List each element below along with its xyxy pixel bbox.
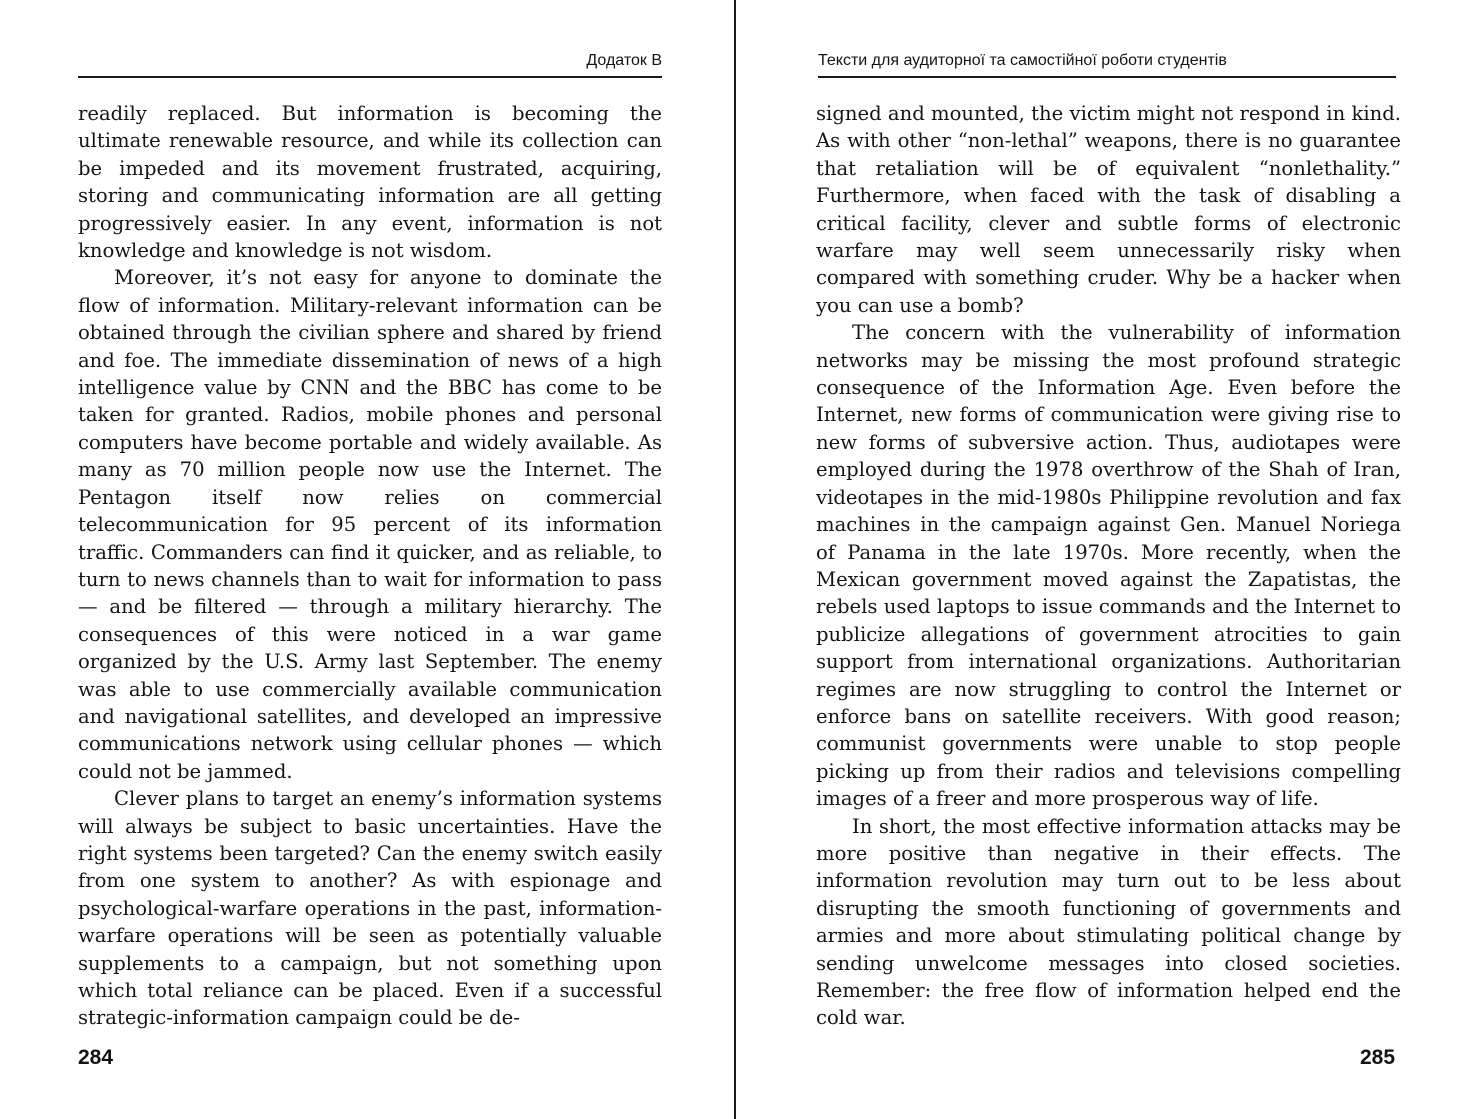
paragraph: Moreover, it’s not easy for anyone to dominate the flow of information. Military-relevant information can be obtained through the civilian sphere and shared by friend and foe. The immediate dissemination of news of a high intelligence value by CNN and the BBC has come to be taken for granted. Radios, mobile phones and personal computers have become portable and widely available. As many as 70 million people now use the Internet. The Pentagon itself now relies on commercial telecommunication for 95 percent of its information traffic. Commanders can find it quicker, and as reliable, to turn to news channels than to wait for information to pass — and be filtered — through a military hierarchy. The consequences of this were noticed in a war game organized by the U.S. Army last September. The enemy was able to use commercially available communication and navigational satellites, and developed an impressive communications network using cellular phones — which could not be jammed. bbox=[78, 266, 662, 783]
paragraph: In short, the most effective information attacks may be more positive than negative in their effects. The information revolution may turn out to be less about disrupting the smooth functioning of governments and armies and more about stimulating political change by sending unwelcome messages into closed societies. Remember: the free flow of information helped end the cold war. bbox=[816, 814, 1401, 1030]
right-page bbox=[738, 0, 1463, 1119]
paragraph: The concern with the vulnerability of information networks may be missing the most profound strategic consequence of the Information Age. Even before the Internet, new forms of communication were giving rise to new forms of subversive action. Thus, audiotapes were employed during the 1978 overthrow of the Shah of Iran, videotapes in the mid-1980s Philippine revolution and fax machines in the campaign against Gen. Manuel Noriega of Panama in the late 1970s. More recently, when the Mexican government moved against the Zapatistas, the rebels used laptops to issue commands and the Internet to publicize allegations of government atrocities to gain support from international organizations. Authoritarian regimes are now struggling to control the Internet or enforce bans on satellite receivers. With good reason; communist governments were unable to stop people picking up from their radios and televisions compelling images of a freer and more prosperous way of life. bbox=[816, 321, 1401, 811]
paragraph: readily replaced. But information is becoming the ultimate renewable resource, and while its collection can be impeded and its movement frustrated, acquiring, storing and communicating information are all getting progressively easier. In any event, information is not knowledge and knowledge is not wisdom. bbox=[78, 102, 662, 263]
body-text bbox=[816, 100, 1401, 1032]
running-header: Додаток В bbox=[78, 52, 662, 78]
page-gutter-divider bbox=[734, 0, 736, 1119]
paragraph: signed and mounted, the victim might not respond in kind. As with other “non-lethal” weapons, there is no guarantee that retaliation will be of equivalent “nonlethality.” Furthermore, when faced with the task of disabling a critical facility, clever and subtle forms of electronic warfare may well seem unnecessarily risky when compared with something cruder. Why be a hacker when you can use a bomb? bbox=[816, 102, 1401, 317]
page-number: 284 bbox=[78, 1046, 114, 1069]
running-header: Тексти для аудиторної та самостійної роботи студентів bbox=[818, 52, 1396, 78]
page-number: 285 bbox=[1360, 1046, 1396, 1069]
body-text bbox=[78, 100, 662, 1032]
paragraph: Clever plans to target an enemy’s information systems will always be subject to basic uncertainties. Have the right systems been targeted? Can the enemy switch easily from one system to another? As with espionage and psychological-warfare operations in the past, information-warfare operations will be seen as potentially valuable supplements to a campaign, but not something upon which total reliance can be placed. Even if a successful strategic-information campaign could be de- bbox=[78, 787, 662, 1030]
left-page bbox=[0, 0, 730, 1119]
